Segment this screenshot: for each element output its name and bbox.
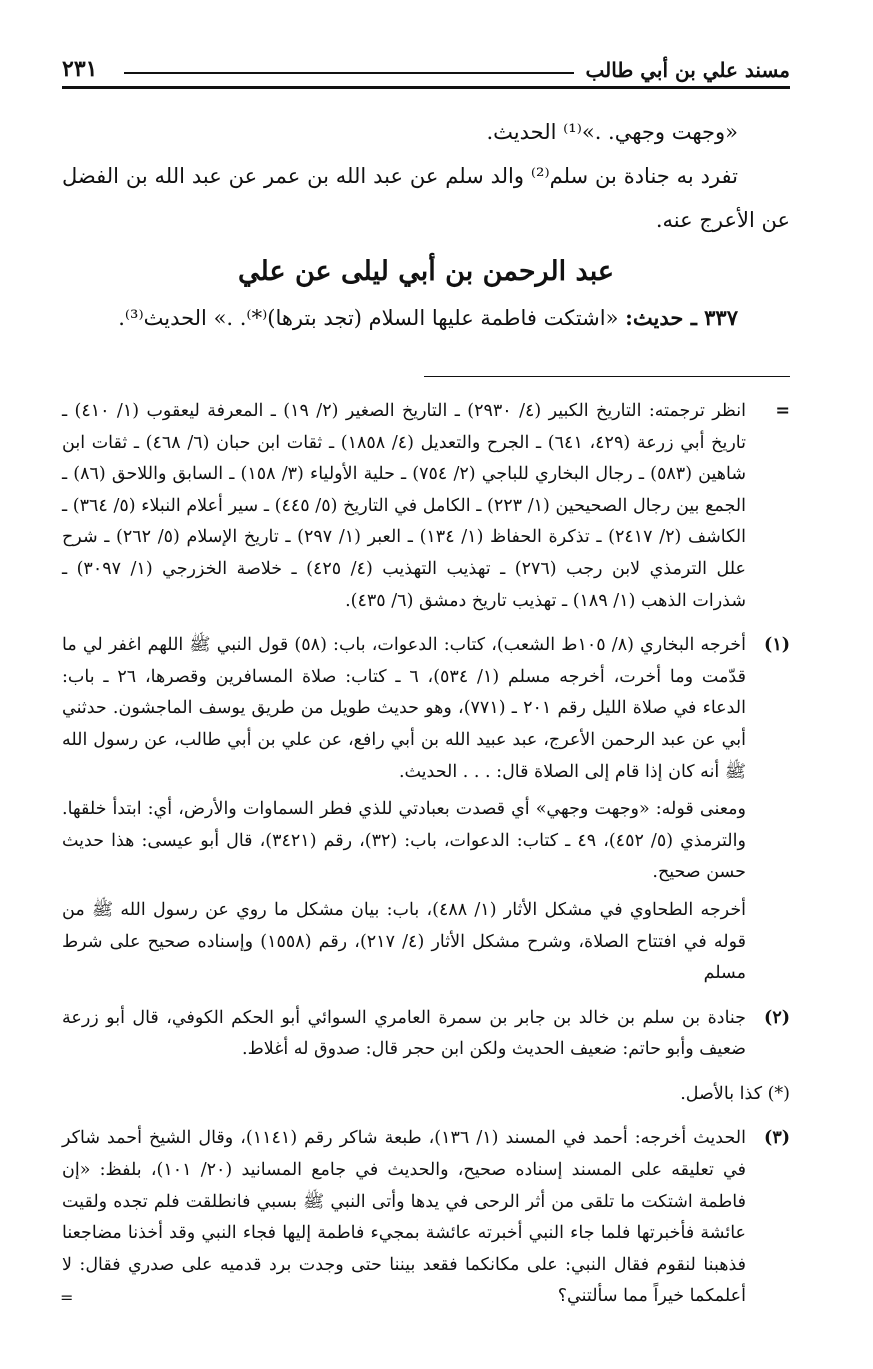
running-title: مسند علي بن أبي طالب <box>585 58 790 82</box>
footnote-marker: = <box>775 401 790 421</box>
footnote-star <box>62 1079 790 1117</box>
hadith-number: ٣٣٧ ـ حديث: <box>625 305 738 330</box>
footnote-text: جنادة بن سلم بن خالد بن جابر بن سمرة العامري السوائي أبو الحكم الكوفي، قال أبو زرعة ضعيف وأبو حاتم: ضعيف الحديث ولكن ابن حجر قال: صدوق له أغلاط. <box>62 1007 746 1060</box>
paragraph: تفرد به جنادة بن سلم⁽²⁾ والد سلم عن عبد الله بن عمر عن عبد الله بن الفضل عن الأعرج عنه. <box>62 164 790 232</box>
page-number: ٢٣١ <box>62 56 98 82</box>
footnote-text: أخرجه الطحاوي في مشكل الأثار (١/ ٤٨٨)، باب: بيان مشكل ما روي عن رسول الله ﷺ من قوله في افتتاح الصلاة، وشرح مشكل الأثار (٤/ ٢١٧)، رقم (١٥٥٨) وإسناده صحيح على شرط مسلم <box>62 899 746 984</box>
header-rule <box>62 86 790 89</box>
footnote-text: أخرجه البخاري (٨/ ١٠٥ط الشعب)، كتاب: الدعوات، باب: (٥٨) قول النبي ﷺ اللهم اغفر لي ما قدّمت وما أخرت، أخرجه مسلم (١/ ٥٣٤)، ٦ ـ كتاب: صلاة المسافرين وقصرها، ٢٦ ـ باب: الدعاء في صلاة الليل رقم ٢٠١ ـ (٧٧١)، وهو حديث طويل من طريق يوسف الماجشون. حدثني أبي عن عبد الرحمن الأعرج، عبد عبيد الله بن أبي رافع، عن علي بن أبي طالب، عن رسول الله ﷺ أنه كان إذا قام إلى الصلاة قال: . . . الحديث. <box>62 635 746 782</box>
footnote-marker: (٢) <box>764 1007 790 1028</box>
footnote-continuation <box>62 396 790 623</box>
hadith-text: «اشتكت فاطمة عليها السلام (تجد بترها)⁽*⁾. .» الحديث⁽³⁾. <box>118 306 619 330</box>
hadith-entry <box>62 296 790 340</box>
footnote-marker: (٣) <box>764 1128 790 1149</box>
footnote-1 <box>62 630 790 996</box>
footnote-text: (*) كذا بالأصل. <box>680 1083 790 1104</box>
main-text <box>62 110 790 340</box>
footnote-text: انظر ترجمته: التاريخ الكبير (٤/ ٢٩٣٠) ـ التاريخ الصغير (٢/ ١٩) ـ المعرفة ليعقوب (١/ ٤١٠) ـ تاريخ أبي زرعة (٤٢٩، ٦٤١) ـ الجرح والتعديل (٤/ ١٨٥٨) ـ ثقات ابن حبان (٦/ ٤٦٨) ـ ثقات ابن شاهين (٥٨٣) ـ رجال البخاري للباجي (٢/ ٧٥٤) ـ حلية الأولياء (٣/ ١٥٨) ـ السابق واللاحق (٨٦) ـ الجمع بين رجال الصحيحين (١/ ٢٢٣) ـ الكامل في التاريخ (٥/ ٤٤٥) ـ سير أعلام النبلاء (٥/ ٣٦٤) ـ الكاشف (٢/ ٢٤١٧) ـ تذكرة الحفاظ (١/ ١٣٤) ـ العبر (١/ ٢٩٧) ـ تاريخ الإسلام (٥/ ٢٦٢) ـ شرح علل الترمذي لابن رجب (٢٧٦) ـ تهذيب التهذيب (٤/ ٤٢٥) ـ خلاصة الخزرجي (١/ ٣٠٩٧) ـ شذرات الذهب (١/ ١٨٩) ـ تهذيب تاريخ دمشق (٦/ ٤٣٥). <box>62 401 747 611</box>
footnote-text: الحديث أخرجه: أحمد في المسند (١/ ١٣٦)، طبعة شاكر رقم (١١٤١)، وقال الشيخ أحمد شاكر في تعليقه على المسند إسناده صحيح، والحديث في جامع المسانيد (٢٠/ ١٠١)، بلفظ: «إن فاطمة اشتكت ما تلقى من أثر الرحى في يدها وأتى النبي ﷺ بسبي فانطلقت فلم تجده ولقيت عائشة فأخبرتها فلما جاء النبي أخبرته عائشة بمجيء فاطمة إليها فجاء النبي وقد أخذنا مضاجعنا فذهبنا لنقوم فقال النبي: على مكانكما فقعد بيننا حتى وجدت برد قدميه على صدري فقال: لا أعلمكما خيراً مما سألتني؟ <box>62 1128 747 1307</box>
running-header <box>62 40 790 82</box>
quote-line: «وجهت وجهي. .»⁽¹⁾ الحديث. <box>486 120 738 144</box>
header-line <box>124 72 574 74</box>
footnote-3 <box>62 1123 790 1319</box>
footnote-2 <box>62 1003 790 1072</box>
continuation-mark: = <box>60 1288 74 1307</box>
footnotes <box>62 396 790 1326</box>
section-heading: عبد الرحمن بن أبي ليلى عن علي <box>238 256 614 287</box>
footnote-text: ومعنى قوله: «وجهت وجهي» أي قصدت بعبادتي للذي فطر السماوات والأرض، أي: ابتدأ خلقها. والترمذي (٥/ ٤٥٢)، ٤٩ ـ كتاب: الدعوات، باب: (٣٢)، رقم (٣٤٢١)، قال أبو عيسى: هذا حديث حسن صحيح. <box>62 799 746 883</box>
footnote-marker: (١) <box>764 635 790 656</box>
footnote-separator <box>424 376 790 377</box>
